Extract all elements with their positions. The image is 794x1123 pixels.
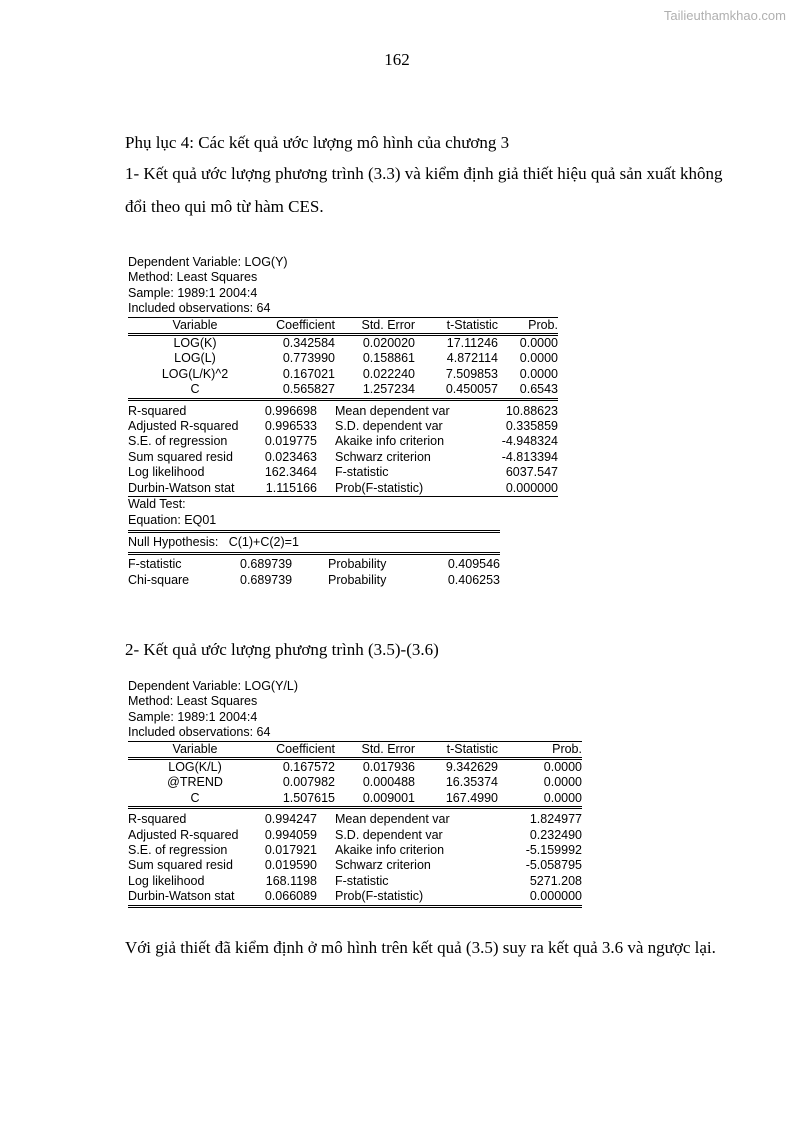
section1-title: 1- Kết quả ước lượng phương trình (3.3) và kiểm định giả thiết hiệu quả sản xuất không đổi theo qui mô từ hàm CES. — [125, 164, 723, 216]
column-header-row — [128, 741, 582, 758]
stat-label-2: Schwarz criterion — [335, 449, 431, 464]
col-std-error: Std. Error — [335, 741, 415, 758]
col-std-error: Std. Error — [335, 317, 415, 334]
wald-value-2: 0.406253 — [447, 572, 500, 587]
regression-output-1 — [128, 255, 558, 588]
std-error-cell: 0.009001 — [335, 791, 415, 808]
std-error-cell: 1.257234 — [335, 382, 415, 399]
column-header-row — [128, 317, 558, 334]
stats-row — [128, 399, 558, 419]
prob-cell: 0.0000 — [543, 775, 582, 790]
stat-label-2: Mean dependent var — [335, 812, 450, 827]
method: Method: Least Squares — [128, 270, 258, 285]
stat-label: Log likelihood — [128, 873, 205, 888]
stat-value: 0.023463 — [264, 449, 317, 464]
stats-row — [128, 858, 582, 873]
stat-value-2: 0.335859 — [505, 419, 558, 434]
stats-row — [128, 419, 558, 434]
stat-value: 168.1198 — [265, 873, 317, 888]
observations: Included observations: 64 — [128, 725, 271, 740]
stats-row — [128, 843, 582, 858]
coefficient-table — [128, 317, 558, 497]
stat-value-2: 10.88623 — [505, 403, 558, 418]
col-t-statistic: t-Statistic — [415, 317, 498, 334]
stat-label-2: Prob(F-statistic) — [335, 889, 498, 906]
col-variable: Variable — [128, 317, 262, 334]
stat-value: 0.019775 — [264, 434, 317, 449]
col-prob: Prob. — [498, 317, 558, 334]
sample: Sample: 1989:1 2004:4 — [128, 285, 258, 300]
stat-label: Sum squared resid — [128, 449, 233, 464]
col-prob: Prob. — [498, 741, 582, 758]
stat-value: 0.066089 — [262, 889, 335, 906]
table-row — [128, 335, 558, 352]
wald-label: Chi-square — [128, 572, 190, 587]
stat-value-2: -5.159992 — [525, 843, 582, 858]
std-error-cell: 0.022240 — [362, 366, 415, 381]
t-stat-cell: 4.872114 — [446, 351, 498, 366]
variable-cell: @TREND — [167, 775, 223, 790]
col-coefficient: Coefficient — [262, 317, 335, 334]
stat-value-2: 6037.547 — [505, 465, 558, 480]
stat-value: 0.017921 — [264, 843, 317, 858]
stat-label-2: Akaike info criterion — [335, 434, 445, 449]
wald-title: Wald Test: — [128, 497, 186, 512]
stat-value-2: 1.824977 — [529, 812, 582, 827]
table-row — [128, 351, 558, 366]
appendix-title: Phụ lục 4: Các kết quả ước lượng mô hình của chương 3 — [125, 133, 510, 152]
wald-header — [128, 497, 500, 533]
stat-value: 162.3464 — [264, 465, 317, 480]
stat-value-2: -4.813394 — [501, 449, 558, 464]
t-stat-cell: 0.450057 — [415, 382, 498, 399]
stat-label-2: F-statistic — [335, 873, 389, 888]
coefficient-cell: 0.007982 — [282, 775, 335, 790]
stat-label: Adjusted R-squared — [128, 419, 239, 434]
sample: Sample: 1989:1 2004:4 — [128, 709, 258, 724]
stat-label: R-squared — [128, 403, 187, 418]
stat-label-2: Schwarz criterion — [335, 858, 431, 873]
stat-value-2: 0.232490 — [529, 827, 582, 842]
stat-value-2: -5.058795 — [525, 858, 582, 873]
prob-cell: 0.0000 — [498, 791, 582, 808]
coefficient-table — [128, 741, 582, 908]
col-variable: Variable — [128, 741, 262, 758]
stat-label: Adjusted R-squared — [128, 827, 239, 842]
table-row — [128, 791, 582, 808]
prob-cell: 0.0000 — [519, 366, 558, 381]
variable-cell: LOG(K/L) — [168, 760, 222, 775]
std-error-cell: 0.017936 — [362, 760, 415, 775]
t-stat-cell: 17.11246 — [446, 336, 498, 351]
wald-value: 0.689739 — [240, 572, 293, 587]
variable-cell: LOG(L/K)^2 — [161, 366, 229, 381]
observations: Included observations: 64 — [128, 301, 271, 316]
dependent-variable: Dependent Variable: LOG(Y/L) — [128, 679, 299, 693]
coefficient-cell: 0.167021 — [282, 366, 335, 381]
t-stat-cell: 9.342629 — [445, 760, 498, 775]
stat-value: 1.115166 — [262, 481, 335, 497]
stats-row — [128, 481, 558, 497]
t-stat-cell: 167.4990 — [415, 791, 498, 808]
stats-row — [128, 828, 582, 843]
stat-label: S.E. of regression — [128, 843, 228, 858]
wald-label-2: Probability — [328, 557, 387, 572]
stat-value: 0.019590 — [264, 858, 317, 873]
stat-label-2: S.D. dependent var — [335, 419, 443, 434]
stat-label: Durbin-Watson stat — [128, 889, 262, 906]
prob-cell: 0.0000 — [519, 336, 558, 351]
stat-label: R-squared — [128, 812, 187, 827]
stat-value-2: 0.000000 — [498, 481, 558, 497]
table-row — [128, 775, 582, 790]
t-stat-cell: 16.35374 — [445, 775, 498, 790]
wald-value: 0.689739 — [240, 557, 293, 572]
stat-value: 0.996533 — [264, 419, 317, 434]
regression-output-2 — [128, 679, 582, 908]
wald-label-2: Probability — [328, 572, 387, 587]
method: Method: Least Squares — [128, 694, 258, 709]
stat-label-2: F-statistic — [335, 465, 389, 480]
prob-cell: 0.0000 — [519, 351, 558, 366]
section2-title: 2- Kết quả ước lượng phương trình (3.5)-(3.6) — [125, 640, 439, 659]
stat-label: Durbin-Watson stat — [128, 481, 262, 497]
stats-row — [128, 808, 582, 828]
std-error-cell: 0.000488 — [362, 775, 415, 790]
stats-row — [128, 465, 558, 480]
variable-cell: LOG(K) — [173, 336, 217, 351]
std-error-cell: 0.020020 — [362, 336, 415, 351]
stat-value-2: 0.000000 — [498, 889, 582, 906]
stat-label-2: Prob(F-statistic) — [335, 481, 498, 497]
stat-value: 0.996698 — [264, 403, 317, 418]
prob-cell: 0.6543 — [498, 382, 558, 399]
col-t-statistic: t-Statistic — [415, 741, 498, 758]
wald-value-2: 0.409546 — [447, 557, 500, 572]
wald-test — [128, 497, 500, 588]
stat-label-2: S.D. dependent var — [335, 827, 443, 842]
conclusion-paragraph: Với giả thiết đã kiểm định ở mô hình trên kết quả (3.5) suy ra kết quả 3.6 và ngược lại. — [125, 938, 716, 957]
stat-label: S.E. of regression — [128, 434, 228, 449]
table-row — [128, 759, 582, 776]
t-stat-cell: 7.509853 — [445, 366, 498, 381]
coefficient-cell: 0.342584 — [282, 336, 335, 351]
col-coefficient: Coefficient — [262, 741, 335, 758]
page-number: 162 — [384, 50, 410, 69]
stat-value-2: -4.948324 — [501, 434, 558, 449]
prob-cell: 0.0000 — [543, 760, 582, 775]
watermark: Tailieuthamkhao.com — [663, 8, 786, 23]
table-row — [128, 367, 558, 382]
stats-row — [128, 889, 582, 906]
variable-cell: LOG(L) — [174, 351, 216, 366]
stat-label-2: Mean dependent var — [335, 403, 450, 418]
variable-cell: C — [128, 791, 262, 808]
wald-row — [128, 573, 500, 588]
dependent-variable: Dependent Variable: LOG(Y) — [128, 255, 288, 269]
coefficient-cell: 0.565827 — [262, 382, 335, 399]
stats-row — [128, 434, 558, 449]
null-hypothesis: Null Hypothesis: C(1)+C(2)=1 — [128, 533, 500, 555]
stat-value-2: 5271.208 — [529, 873, 582, 888]
std-error-cell: 0.158861 — [362, 351, 415, 366]
wald-equation: Equation: EQ01 — [128, 512, 217, 527]
coefficient-cell: 0.167572 — [282, 760, 335, 775]
stat-label: Sum squared resid — [128, 858, 233, 873]
stat-label: Log likelihood — [128, 465, 205, 480]
table-row — [128, 382, 558, 399]
coefficient-cell: 0.773990 — [282, 351, 335, 366]
wald-row — [128, 557, 500, 572]
stat-value: 0.994059 — [264, 827, 317, 842]
stats-row — [128, 874, 582, 889]
wald-label: F-statistic — [128, 557, 182, 572]
stat-value: 0.994247 — [264, 812, 317, 827]
coefficient-cell: 1.507615 — [262, 791, 335, 808]
stat-label-2: Akaike info criterion — [335, 843, 445, 858]
variable-cell: C — [128, 382, 262, 399]
stats-row — [128, 450, 558, 465]
